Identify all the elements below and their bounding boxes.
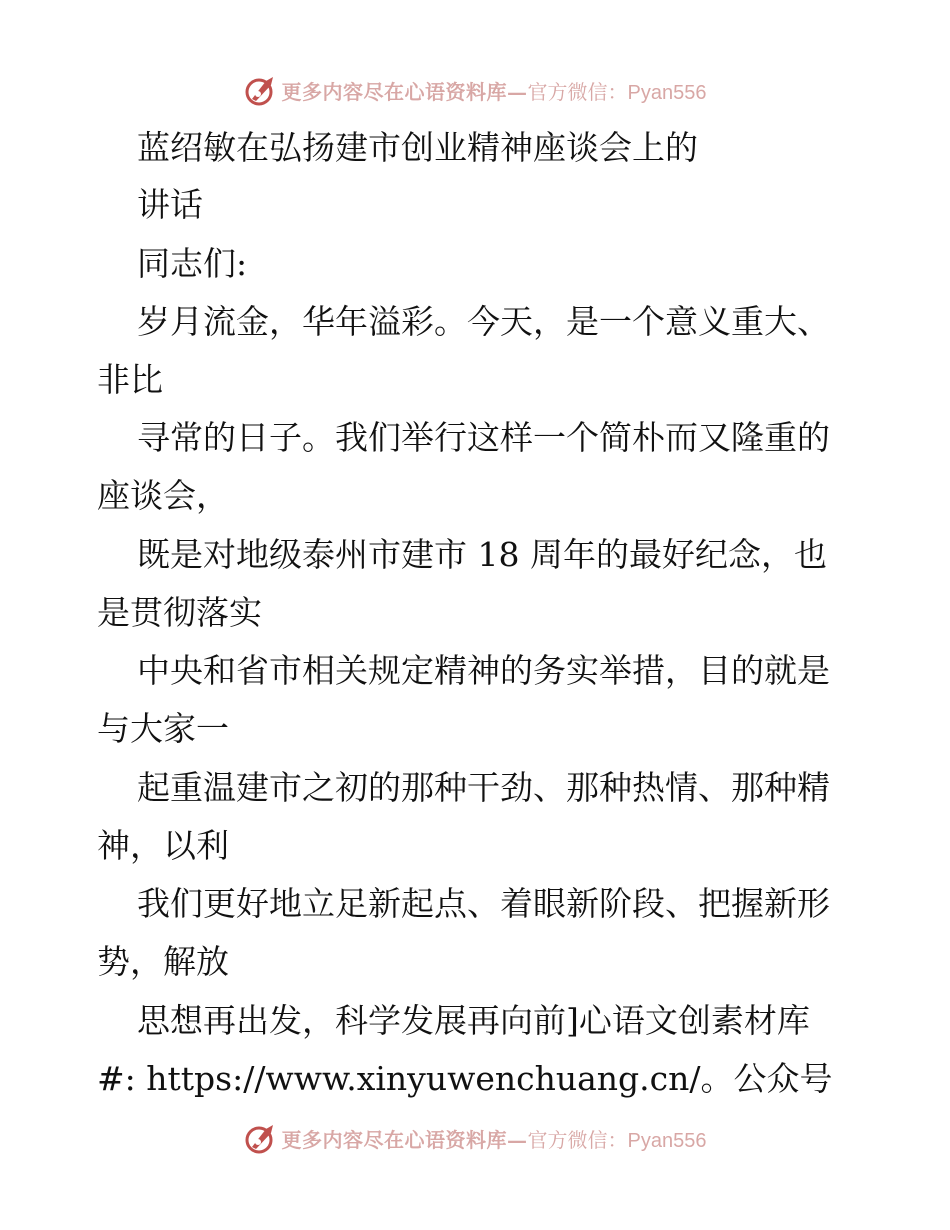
paragraph-line: 我们更好地立足新起点、着眼新阶段、把握新形 xyxy=(137,884,830,923)
paragraph-line: 寻常的日子。我们举行这样一个简朴而又隆重的 xyxy=(137,418,830,457)
paragraph-line: 神，以利 xyxy=(97,826,229,865)
paragraph-line: 中央和省市相关规定精神的务实举措，目的就是 xyxy=(137,651,830,690)
paragraph-line: 座谈会， xyxy=(97,476,229,515)
header-banner-wechat: 官方微信：Pyan556 xyxy=(527,81,707,104)
paragraph-line: 岁月流金，华年溢彩。今天，是一个意义重大、 xyxy=(137,302,830,341)
title-line-1: 蓝绍敏在弘扬建市创业精神座谈会上的 xyxy=(137,128,698,167)
paragraph-line: 起重温建市之初的那种干劲、那种热情、那种精 xyxy=(137,768,830,807)
salutation: 同志们: xyxy=(137,244,248,283)
pen-nib-logo-icon xyxy=(244,1121,278,1155)
footer-banner-wechat: 官方微信：Pyan556 xyxy=(527,1129,707,1152)
title-line-2: 讲话 xyxy=(137,185,203,224)
header-banner-text: 更多内容尽在心语资料库— xyxy=(281,79,528,104)
paragraph-line: 非比 xyxy=(97,360,163,399)
paragraph-line: #: https://www.xinyuwenchuang.cn/。公众号 xyxy=(97,1059,833,1098)
paragraph-line: 思想再出发，科学发展再向前]心语文创素材库 xyxy=(137,1001,810,1040)
paragraph-line: 既是对地级泰州市建市 18 周年的最好纪念，也 xyxy=(137,535,827,574)
paragraph-line: 势，解放 xyxy=(97,942,229,981)
paragraph-line: 是贯彻落实 xyxy=(97,593,262,632)
footer-banner xyxy=(0,1118,950,1158)
footer-banner-text: 更多内容尽在心语资料库— xyxy=(281,1127,528,1152)
paragraph-line: 与大家一 xyxy=(97,709,229,748)
